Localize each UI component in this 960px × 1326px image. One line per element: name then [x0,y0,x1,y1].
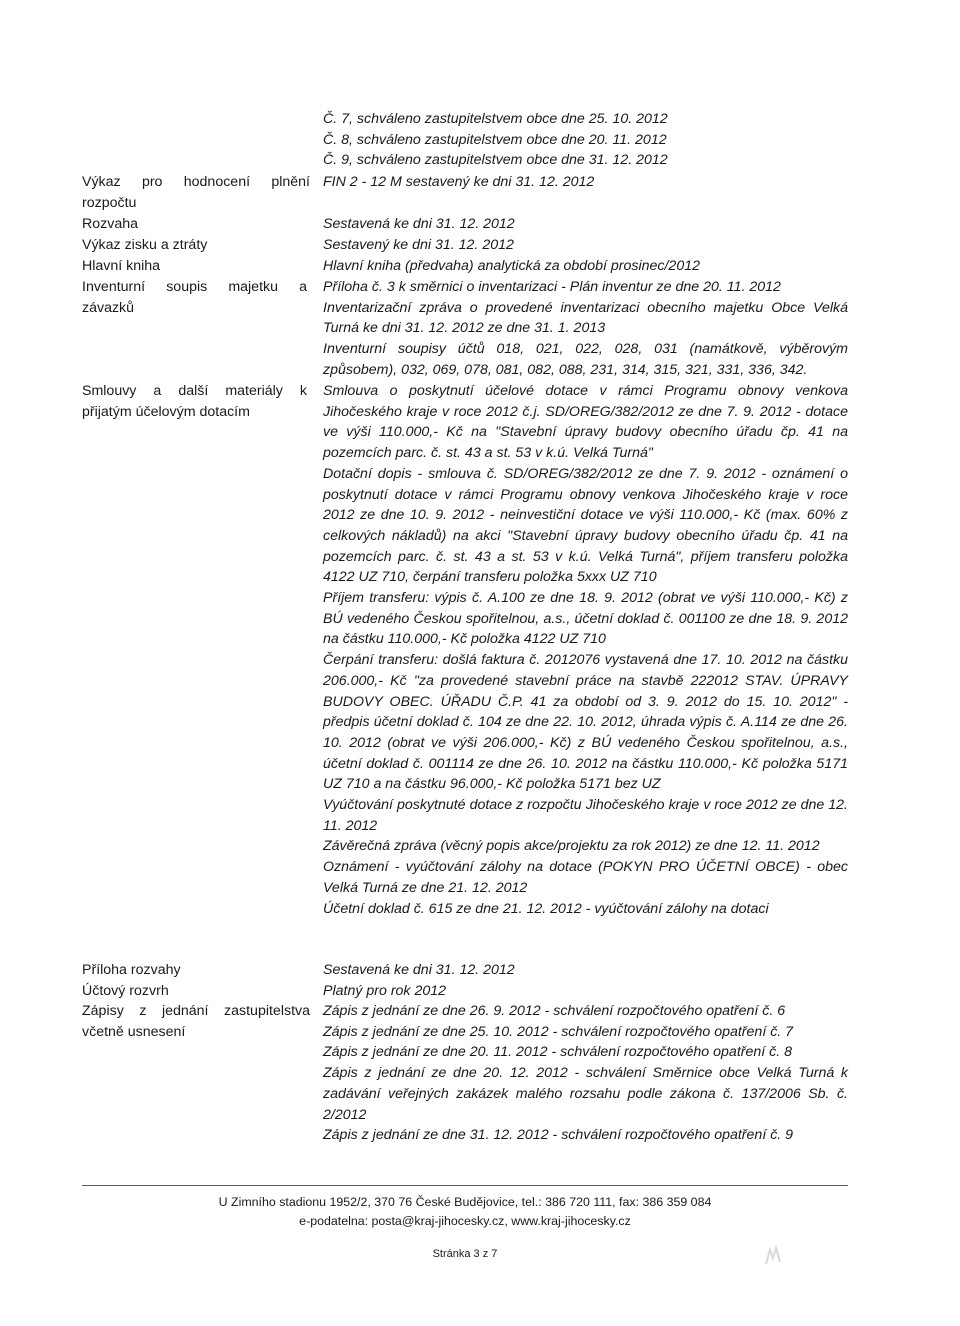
row-value-text: Hlavní kniha (předvaha) analytická za období prosinec/2012 [323,258,700,274]
row-value [323,960,848,981]
row-value-text: Inventarizační zpráva o provedené inventarizaci obecního majetku Obce Velká Turná ke dni 31. 12. 2012 ze dne 31. 1. 2013 [323,299,848,337]
row-value-text: Čerpání transferu: došlá faktura č. 2012076 vystavená dne 17. 10. 2012 na částku 206.000,- Kč "za provedené stavební práce na stavbě 222012 STAV. ÚPRAVY BUDOVY OBEC. ÚŘADU Č.P. 41 za období od 3. 9. 2012 do 15. 10. 2012" - předpis účetní doklad č. 104 ze dne 22. 10. 2012, úhrada výpis č. A.114 ze dne 26. 10. 2012 (obrat ve výši 206.000,- Kč) z BÚ vedeného Českou spořitelnou, a.s., účetní doklad č. 001114 ze dne 26. 10. 2012 na částku 110.000,- Kč položka 5171 UZ 710 a na částku 96.000,- Kč položka 5171 bez UZ [323,652,848,793]
row-value-text: Účetní doklad č. 615 ze dne 21. 12. 2012 - vyúčtování zálohy na dotaci [323,900,769,917]
row-value [323,381,848,919]
scan-mark-icon [762,1244,786,1268]
row-value-text: Vyúčtování poskytnuté dotace z rozpočtu Jihočeského kraje v roce 2012 ze dne 12. 11. 2012 [323,797,848,834]
footer-contact: e-podatelna: posta@kraj-jihocesky.cz, www.kraj-jihocesky.cz [299,1214,631,1228]
footer-address: U Zimního stadionu 1952/2, 370 76 České Budějovice, tel.: 386 720 111, fax: 386 359 084 [218,1195,712,1209]
row-value-text: FIN 2 - 12 M sestavený ke dni 31. 12. 2012 [323,174,595,190]
row-label: Účtový rozvrh [82,983,169,999]
row-value-text: Zápis z jednání ze dne 26. 9. 2012 - schválení rozpočtového opatření č. 6 [323,1003,786,1019]
row-label: Hlavní kniha [82,258,161,274]
footer [82,1193,848,1231]
row-label: Výkaz zisku a ztráty [82,237,208,253]
row-value-text: Sestavená ke dni 31. 12. 2012 [323,962,515,978]
row-value-text: Zápis z jednání ze dne 25. 10. 2012 - schválení rozpočtového opatření č. 7 [323,1023,794,1040]
row-value-text: Dotační dopis - smlouva č. SD/OREG/382/2012 ze dne 7. 9. 2012 - oznámení o poskytnutí dotace v rámci Programu obnovy venkova Jihočeského kraje v roce 2012 ze dne 10. 9. 2012 - neinvestiční dotace ve výši 110.000,- Kč (max. 60% z celkových nákladů) na akci "Stavební úpravy budovy obecního úřadu čp. 41 na pozemcích parc. č. st. 43 a st. 53 v k.ú. Velká Turná", příjem transferu položka 4122 UZ 710, čerpání transferu položka 5xxx UZ 710 [323,465,848,586]
row-value-text: Zápis z jednání ze dne 20. 11. 2012 - schválení rozpočtového opatření č. 8 [323,1044,793,1061]
row-value-text: Zápis z jednání ze dne 31. 12. 2012 - schválení rozpočtového opatření č. 9 [323,1127,794,1144]
row-label: Inventurní soupis majetku a závazků [82,279,307,316]
row-label: Zápisy z jednání zastupitelstva včetně usnesení [82,1003,310,1040]
top-notes-values [323,109,848,171]
top-note: Č. 7, schváleno zastupitelstvem obce dne 25. 10. 2012 [323,111,668,127]
footer-divider [82,1185,848,1186]
page-number: Stránka 3 z 7 [432,1248,498,1260]
row-value-text: Sestavená ke dni 31. 12. 2012 [323,216,515,232]
row-value-text: Zápis z jednání ze dne 20. 12. 2012 - schválení Směrnice obce Velká Turná k zadávání veřejných zakázek malého rozsahu podle zákona č. 137/2006 Sb. č. 2/2012 [323,1065,848,1123]
row-value-text: Platný pro rok 2012 [323,983,447,999]
row-value-text: Oznámení - vyúčtování zálohy na dotace (POKYN PRO ÚČETNÍ OBCE) - obec Velká Turná ze dne 21. 12. 2012 [323,859,848,896]
row-value [323,235,848,256]
row-label: Rozvaha [82,216,138,232]
row-value-text: Příloha č. 3 k směrnici o inventarizaci - Plán inventur ze dne 20. 11. 2012 [323,279,781,295]
row-value-text: Příjem transferu: výpis č. A.100 ze dne 18. 9. 2012 (obrat ve výši 110.000,- Kč) z BÚ vedeného Českou spořitelnou, a.s., účetní doklad č. 001100 ze dne 18. 9. 2012 na částku 110.000,- Kč položka 4122 UZ 710 [323,590,848,648]
row-value [323,981,848,1002]
row-value-text: Sestavený ke dni 31. 12. 2012 [323,237,514,253]
top-note: Č. 9, schváleno zastupitelstvem obce dne 31. 12. 2012 [323,152,668,169]
row-value [323,277,848,381]
row-value-text: Smlouva o poskytnutí účelové dotace v rámci Programu obnovy venkova Jihočeského kraje v roce 2012 č.j. SD/OREG/382/2012 ze dne 7. 9. 2012 - dotace ve výši 110.000,- Kč na "Stavební úpravy budovy obecního úřadu čp. 41 na pozemcích parc. č. st. 43 a st. 53 v k.ú. Velká Turná" [323,383,848,462]
row-value-text: Závěrečná zpráva (věcný popis akce/projektu za rok 2012) ze dne 12. 11. 2012 [323,838,820,855]
row-label: Smlouvy a další materiály k přijatým účelovým dotacím [82,383,307,420]
row-label: Výkaz pro hodnocení plnění rozpočtu [82,174,310,211]
row-value-text: Inventurní soupisy účtů 018, 021, 022, 028, 031 (namátkově, výběrovým způsobem), 032, 069, 078, 081, 082, 088, 231, 314, 315, 321, 331, 336, 342. [323,341,848,378]
row-value [323,1001,848,1146]
row-value [323,256,848,277]
top-note: Č. 8, schváleno zastupitelstvem obce dne 20. 11. 2012 [323,131,667,148]
row-value [323,172,848,193]
row-label: Příloha rozvahy [82,962,181,978]
row-value [323,214,848,235]
